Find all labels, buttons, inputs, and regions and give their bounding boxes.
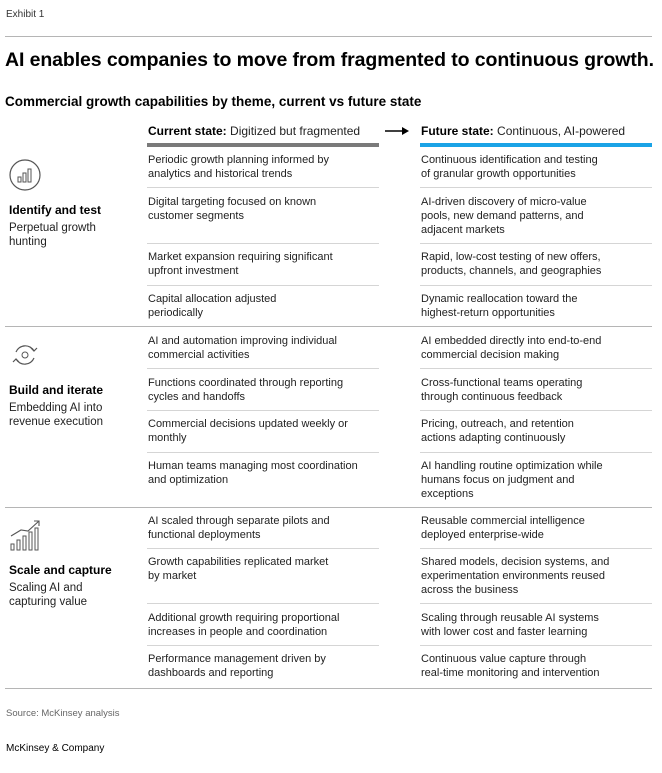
row-divider [147, 368, 379, 369]
cycle-arrows-icon [8, 338, 42, 372]
right-arrow-icon [385, 125, 409, 137]
future-cell: AI-driven discovery of micro-value pools, new demand patterns, and adjacent markets [421, 196, 587, 236]
current-cell: Functions coordinated through reporting cycles and handoffs [148, 377, 344, 403]
future-cell: AI handling routine optimization while humans focus on judgment and exceptions [421, 460, 603, 500]
row-divider [147, 645, 379, 646]
theme-subtitle: Scaling AI and capturing value [9, 582, 87, 608]
row-divider [420, 410, 652, 411]
current-cell: Performance management driven by dashboards and reporting [148, 653, 326, 679]
current-cell: Market expansion requiring significant upfront investment [148, 251, 333, 277]
current-state-header [148, 124, 360, 138]
bottom-divider [5, 688, 652, 689]
bar-chart-icon [8, 158, 42, 192]
current-state-bar [147, 143, 379, 147]
row-divider [420, 645, 652, 646]
current-cell: Human teams managing most coordination and optimization [148, 460, 358, 486]
current-cell: Commercial decisions updated weekly or monthly [148, 418, 348, 444]
future-cell: Dynamic reallocation toward the highest-return opportunities [421, 293, 578, 319]
current-state-label: Current state: [148, 124, 227, 138]
brand-name: McKinsey & Company [6, 743, 105, 754]
future-cell: Cross-functional teams operating through continuous feedback [421, 377, 583, 403]
future-cell: Shared models, decision systems, and experimentation environments reused across the business [421, 556, 610, 596]
future-cell: Rapid, low-cost testing of new offers, products, channels, and geographies [421, 251, 602, 277]
current-cell: AI and automation improving individual commercial activities [148, 335, 337, 361]
current-cell: AI scaled through separate pilots and functional deployments [148, 515, 330, 541]
future-state-label: Future state: [421, 124, 494, 138]
theme-title: Scale and capture [9, 563, 112, 577]
source-note: Source: McKinsey analysis [6, 708, 120, 719]
theme-title: Identify and test [9, 203, 102, 217]
theme-divider [5, 507, 652, 508]
row-divider [420, 548, 652, 549]
current-cell: Periodic growth planning informed by analytics and historical trends [148, 154, 329, 180]
current-cell: Additional growth requiring proportional increases in people and coordination [148, 612, 340, 638]
row-divider [147, 603, 379, 604]
future-cell: Reusable commercial intelligence deployed enterprise-wide [421, 515, 585, 541]
row-divider [420, 452, 652, 453]
row-divider [420, 243, 652, 244]
future-state-bar [420, 143, 652, 147]
exhibit-label: Exhibit 1 [6, 9, 45, 20]
row-divider [147, 410, 379, 411]
row-divider [147, 548, 379, 549]
future-cell: Continuous value capture through real-time monitoring and intervention [421, 653, 600, 679]
page-title: AI enables companies to move from fragmented to continuous growth. [5, 49, 654, 71]
row-divider [420, 368, 652, 369]
theme-divider [5, 326, 652, 327]
future-state-desc: Continuous, AI-powered [493, 124, 626, 138]
future-cell: Pricing, outreach, and retention actions adapting continuously [421, 418, 574, 444]
row-divider [147, 452, 379, 453]
theme-title: Build and iterate [9, 383, 104, 397]
current-cell: Digital targeting focused on known customer segments [148, 196, 317, 222]
row-divider [147, 285, 379, 286]
current-state-desc: Digitized but fragmented [226, 124, 361, 138]
top-divider [5, 36, 652, 37]
row-divider [420, 603, 652, 604]
theme-subtitle: Embedding AI into revenue execution [9, 402, 103, 428]
current-cell: Growth capabilities replicated market by market [148, 556, 329, 582]
row-divider [147, 187, 379, 188]
current-cell: Capital allocation adjusted periodically [148, 293, 277, 319]
growth-chart-icon [8, 518, 42, 552]
page-subtitle: Commercial growth capabilities by theme, current vs future state [5, 94, 422, 109]
row-divider [420, 285, 652, 286]
theme-subtitle: Perpetual growth hunting [9, 222, 96, 248]
row-divider [420, 187, 652, 188]
future-cell: AI embedded directly into end-to-end commercial decision making [421, 335, 602, 361]
future-cell: Scaling through reusable AI systems with lower cost and faster learning [421, 612, 599, 638]
future-cell: Continuous identification and testing of granular growth opportunities [421, 154, 598, 180]
row-divider [147, 243, 379, 244]
future-state-header [421, 124, 625, 138]
